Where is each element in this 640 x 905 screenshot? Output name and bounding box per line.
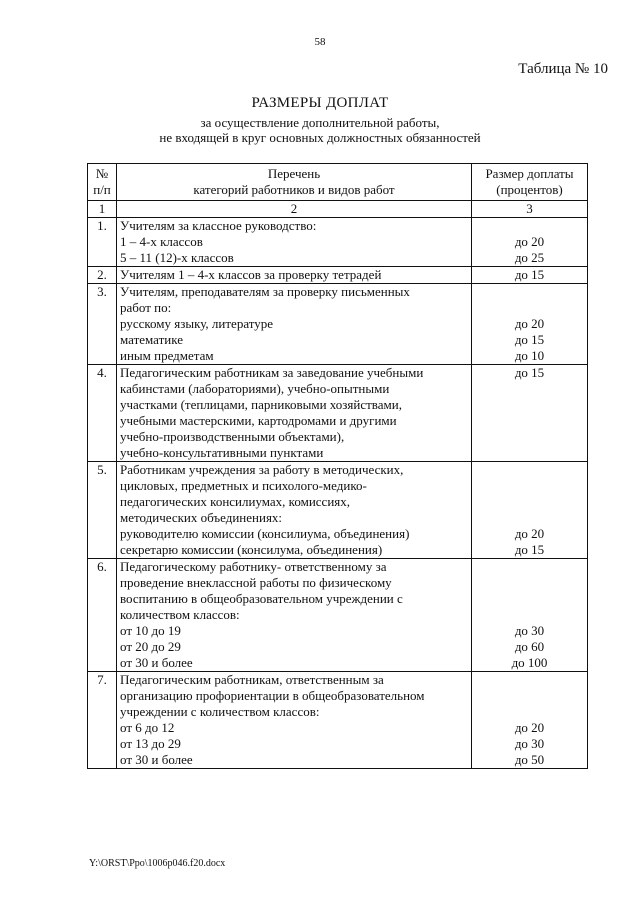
header-line: Размер доплаты: [485, 166, 574, 181]
subtitle-line: не входящей в круг основных должностных обязанностей: [159, 130, 481, 145]
document-title: РАЗМЕРЫ ДОПЛАТ: [251, 95, 389, 111]
description-line: Учителям 1 – 4-х классов за проверку тетрадей: [120, 267, 382, 282]
row-amount: [472, 267, 588, 284]
amount-line: [475, 218, 584, 234]
amount-line: до 15: [514, 365, 545, 380]
header-number: [88, 164, 117, 201]
description-line: учебно-консультативными пунктами: [120, 445, 324, 460]
table-row: [88, 218, 588, 267]
amount-line: [475, 559, 584, 575]
amount-line: [475, 494, 584, 510]
description-line: воспитанию в общеобразовательном учреждении с: [120, 591, 403, 606]
header-line: (процентов): [496, 182, 563, 197]
header-line: категорий работников и видов работ: [193, 182, 395, 197]
column-number: 3: [472, 201, 588, 218]
document-subtitle: [0, 115, 640, 145]
description-line: количеством классов:: [120, 607, 240, 622]
row-number: 7.: [88, 672, 117, 769]
description-line: педагогических консилиумах, комиссиях,: [120, 494, 351, 509]
amount-line: до 10: [514, 348, 545, 363]
description-line: Педагогическим работникам за заведование учебными: [120, 365, 424, 380]
description-line: кабинстами (лабораториями), учебно-опытными: [120, 381, 390, 396]
description-line: секретарю комиссии (консилума, объединения): [120, 542, 383, 557]
amount-line: до 15: [514, 332, 545, 347]
row-amount: [472, 559, 588, 672]
description-line: математике: [120, 332, 183, 347]
row-number: 6.: [88, 559, 117, 672]
row-description: [117, 462, 472, 559]
table-header-row: [88, 164, 588, 201]
amount-line: до 15: [514, 542, 545, 557]
description-line: от 30 и более: [120, 655, 193, 670]
description-line: от 30 и более: [120, 752, 193, 767]
header-line: п/п: [93, 182, 111, 197]
file-path-footer: Y:\ORST\Ppo\1006p046.f20.docx: [89, 858, 226, 869]
row-description: [117, 559, 472, 672]
amount-line: до 100: [511, 655, 548, 670]
amount-line: [475, 591, 584, 607]
table-row: [88, 267, 588, 284]
description-line: руководителю комиссии (консилиума, объединения): [120, 526, 410, 541]
row-number: 2.: [88, 267, 117, 284]
amount-line: [475, 688, 584, 704]
table-row: [88, 462, 588, 559]
column-number: 1: [88, 201, 117, 218]
allowances-table: [87, 163, 588, 769]
row-description: [117, 284, 472, 365]
amount-line: до 50: [514, 752, 545, 767]
description-line: Педагогическим работникам, ответственным за: [120, 672, 384, 687]
row-amount: [472, 218, 588, 267]
description-line: учебными мастерскими, картодромами и другими: [120, 413, 397, 428]
description-line: Работникам учреждения за работу в методических,: [120, 462, 404, 477]
description-line: 5 – 11 (12)-х классов: [120, 250, 234, 265]
amount-line: [475, 704, 584, 720]
table-row: [88, 365, 588, 462]
amount-line: до 30: [514, 623, 545, 638]
description-line: участками (теплицами, парниковыми хозяйствами,: [120, 397, 402, 412]
column-number: 2: [117, 201, 472, 218]
row-amount: [472, 672, 588, 769]
column-numbers-row: [88, 201, 588, 218]
page-number: 58: [314, 36, 326, 48]
header-line: Перечень: [267, 166, 321, 181]
amount-line: [475, 607, 584, 623]
description-line: методических объединениях:: [120, 510, 283, 525]
amount-line: [475, 672, 584, 688]
description-line: учебно-производственными объектами),: [120, 429, 345, 444]
row-description: [117, 267, 472, 284]
amount-line: [475, 413, 584, 429]
description-line: от 6 до 12: [120, 720, 175, 735]
amount-line: до 20: [514, 316, 545, 331]
description-line: проведение внеклассной работы по физическому: [120, 575, 392, 590]
description-line: от 13 до 29: [120, 736, 181, 751]
row-number: 5.: [88, 462, 117, 559]
description-line: от 10 до 19: [120, 623, 181, 638]
table-number: Таблица № 10: [518, 61, 608, 77]
row-description: [117, 218, 472, 267]
amount-line: [475, 575, 584, 591]
amount-line: [475, 510, 584, 526]
header-list: [117, 164, 472, 201]
description-line: от 20 до 29: [120, 639, 181, 654]
description-line: работ по:: [120, 300, 172, 315]
amount-line: [475, 462, 584, 478]
amount-line: [475, 381, 584, 397]
row-amount: [472, 284, 588, 365]
row-amount: [472, 365, 588, 462]
header-line: №: [95, 166, 109, 181]
header-amount: [472, 164, 588, 201]
description-line: Учителям за классное руководство:: [120, 218, 317, 233]
table-row: [88, 559, 588, 672]
description-line: Педагогическому работнику- ответственному за: [120, 559, 387, 574]
amount-line: до 60: [514, 639, 545, 654]
amount-line: до 15: [514, 267, 545, 282]
amount-line: [475, 300, 584, 316]
description-line: организацию профориентации в общеобразовательном: [120, 688, 425, 703]
description-line: 1 – 4-х классов: [120, 234, 203, 249]
subtitle-line: за осуществление дополнительной работы,: [200, 115, 440, 130]
amount-line: [475, 445, 584, 461]
description-line: цикловых, предметных и психолого-медико-: [120, 478, 367, 493]
amount-line: до 20: [514, 234, 545, 249]
row-number: 1.: [88, 218, 117, 267]
row-amount: [472, 462, 588, 559]
amount-line: [475, 284, 584, 300]
row-number: 3.: [88, 284, 117, 365]
amount-line: [475, 429, 584, 445]
amount-line: [475, 478, 584, 494]
amount-line: [475, 397, 584, 413]
row-description: [117, 672, 472, 769]
description-line: русскому языку, литературе: [120, 316, 274, 331]
table-row: [88, 284, 588, 365]
amount-line: до 20: [514, 720, 545, 735]
description-line: иным предметам: [120, 348, 214, 363]
description-line: Учителям, преподавателям за проверку письменных: [120, 284, 410, 299]
amount-line: до 30: [514, 736, 545, 751]
row-number: 4.: [88, 365, 117, 462]
table-row: [88, 672, 588, 769]
row-description: [117, 365, 472, 462]
amount-line: до 20: [514, 526, 545, 541]
amount-line: до 25: [514, 250, 545, 265]
description-line: учреждении с количеством классов:: [120, 704, 320, 719]
